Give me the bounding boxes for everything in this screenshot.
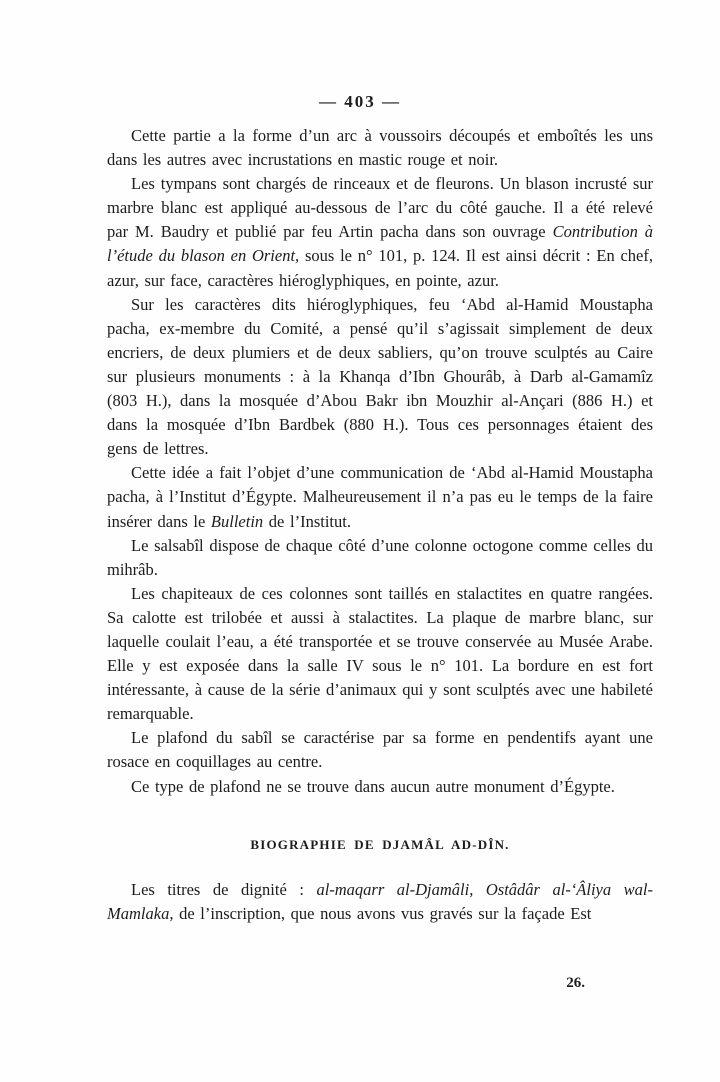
text-run: Les tympans sont chargés de rinceaux et de fleurons. Un blason incrusté sur marbre blanc est appliqué au-dessous de l’arc du côté gauche. Il a été relevé par M. Baudry et publié par feu Artin pacha dans son ouvrage <box>107 174 653 242</box>
text-run: Cette idée a fait l’objet d’une communication de ‘Abd al-Hamid Moustapha pacha, à l’Institut d’Égypte. Malheureusement il n’a pas eu le temps de la faire insérer dans le <box>107 463 653 531</box>
text-run: de l’Institut. <box>263 511 351 531</box>
italic-run: al-maqarr al-Djamâli, Ostâdâr al-‘Âliya wal-Mamlaka, <box>107 879 653 923</box>
paragraph <box>107 293 653 462</box>
text-block <box>107 124 653 926</box>
text-run: Le salsabîl dispose de chaque côté d’une colonne octogone comme celles du mihrâb. <box>107 535 653 579</box>
section-heading: BIOGRAPHIE DE DJAMÂL AD-DÎN. <box>250 836 510 852</box>
paragraph <box>107 534 653 582</box>
paragraph <box>107 124 653 172</box>
paragraph <box>107 726 653 774</box>
text-run: Le plafond du sabîl se caractérise par sa forme en pendentifs ayant une rosace en coquillages au centre. <box>107 728 653 772</box>
paragraph <box>107 582 653 727</box>
paragraph <box>107 461 653 533</box>
text-run: Sur les caractères dits hiéroglyphiques, feu ‘Abd al-Hamid Moustapha pacha, ex-membre du Comité, a pensé qu’il s’agissait simplement de deux encriers, de deux plumiers et de deux sabliers, qu’on trouve sculptés au Caire sur plusieurs monuments : à la Khanqa d’Ibn Ghourâb, à Darb al-Gamamîz (803 H.), dans la mosquée d’Abou Bakr ibn Mouzhir al-Ançari (886 H.) et dans la mosquée d’Ibn Bardbek (880 H.). Tous ces personnages étaient des gens de lettres. <box>107 294 653 459</box>
paragraph <box>107 775 653 799</box>
signature-mark: 26. <box>566 975 585 991</box>
paragraph <box>107 172 653 292</box>
text-run: Les titres de dignité : <box>131 879 317 899</box>
paragraph <box>107 878 653 926</box>
text-run: Cette partie a la forme d’un arc à voussoirs découpés et emboîtés les uns dans les autres avec incrustations en mastic rouge et noir. <box>107 126 653 170</box>
text-run: de l’inscription, que nous avons vus gravés sur la façade Est <box>173 903 592 923</box>
italic-run: Bulletin <box>210 511 264 531</box>
italic-run: Contribution à l’étude du blason en Orient, <box>107 222 654 266</box>
text-run: Ce type de plafond ne se trouve dans aucun autre monument d’Égypte. <box>131 776 615 796</box>
text-run: Les chapiteaux de ces colonnes sont taillés en stalactites en quatre rangées. Sa calotte est trilobée et aussi à stalactites. La plaque de marbre blanc, sur laquelle coulait l’eau, a été transportée et se trouve conservée au Musée Arabe. Elle y est exposée dans la salle IV sous le n° 101. La bordure en est fort intéressante, à cause de la série d’animaux qui y sont sculptés avec une habileté remarquable. <box>107 583 653 724</box>
page-number: — 403 — <box>319 92 401 111</box>
text-run: sous le n° 101, p. 124. Il est ainsi décrit : En chef, azur, sur face, caractères hiéroglyphiques, en pointe, azur. <box>107 246 653 290</box>
